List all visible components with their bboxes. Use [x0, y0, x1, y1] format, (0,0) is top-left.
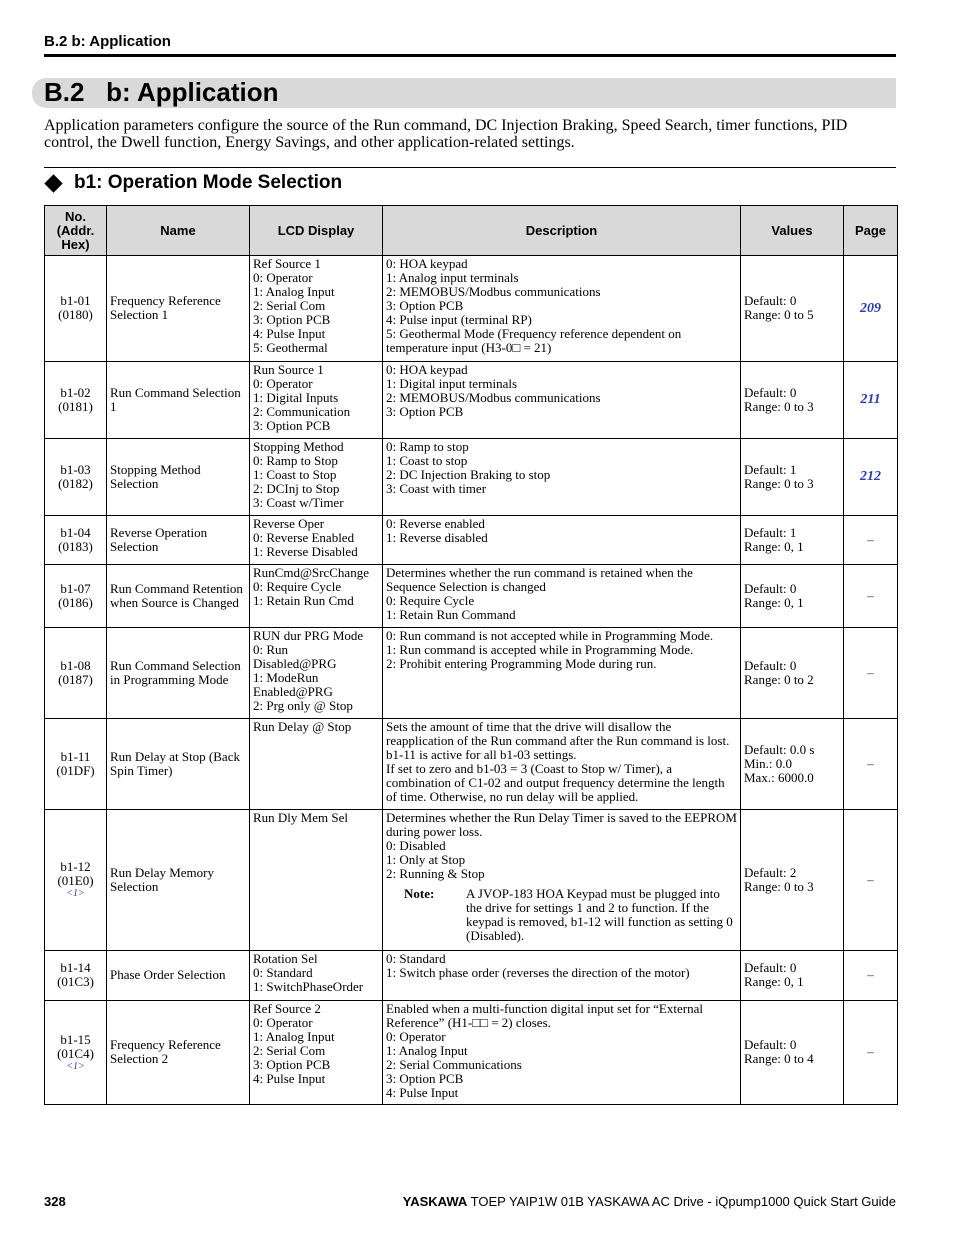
subsection-title: b1: Operation Mode Selection: [74, 172, 343, 193]
lcd-line: 3: Coast w/Timer: [253, 495, 344, 510]
page-cell: [844, 1001, 898, 1105]
value-line: Default: 0: [744, 384, 797, 400]
description-line: 0: HOA keypad: [386, 362, 468, 377]
param-name-cell: [107, 565, 250, 628]
lcd-line: 4: Pulse Input: [253, 1071, 326, 1086]
description-line: 2: Prohibit entering Programming Mode during run.: [386, 656, 657, 671]
value-line: Range: 0 to 3: [744, 475, 814, 491]
lcd-line: Run Source 1: [253, 362, 324, 377]
lcd-line: Stopping Method: [253, 439, 344, 454]
description-line: Enabled when a multi-function digital input set for “External Reference” (H1-□□ = 2) closes.: [386, 1001, 703, 1030]
header-values: Values: [741, 206, 844, 256]
param-name: Phase Order Selection: [110, 967, 226, 982]
description-cell: [383, 439, 741, 516]
page-dash: –: [867, 587, 874, 603]
param-name: Run Delay Memory Selection: [110, 864, 214, 894]
footer-document: [403, 1194, 896, 1209]
description-line: 3: Coast with timer: [386, 481, 487, 496]
values-cell: [741, 951, 844, 1001]
page-cell: [844, 565, 898, 628]
page-link[interactable]: 211: [860, 392, 881, 407]
param-name-cell: [107, 362, 250, 439]
page-cell: [844, 810, 898, 951]
footnote-ref: <1>: [66, 1060, 85, 1072]
page-cell: [844, 719, 898, 810]
value-line: Range: 0, 1: [744, 538, 804, 554]
page-dash: –: [867, 755, 874, 771]
header-no: [45, 206, 107, 256]
lcd-display-cell: [250, 628, 383, 719]
lcd-line: Rotation Sel: [253, 951, 318, 966]
intro-paragraph: Application parameters configure the source of the Run command, DC Injection Braking, Speed Search, timer functions, PID control, the Dwell function, Energy Savings, and other application-related settings.: [44, 117, 848, 151]
description-line: 1: Analog Input: [386, 1043, 468, 1058]
values-cell: [741, 628, 844, 719]
description-cell: [383, 951, 741, 1001]
table-row: [45, 362, 898, 439]
section-name: b: Application: [106, 77, 279, 107]
header-description: Description: [383, 206, 741, 256]
param-name: Stopping Method Selection: [110, 461, 201, 491]
param-number: b1-15: [60, 1031, 91, 1047]
header-page: Page: [844, 206, 898, 256]
page-dash: –: [867, 871, 874, 887]
value-line: Default: 0: [744, 657, 797, 673]
param-address: (01C3): [57, 974, 94, 989]
table-row: [45, 951, 898, 1001]
description-line: 2: MEMOBUS/Modbus communications: [386, 390, 601, 405]
param-name: Run Command Retention when Source is Changed: [110, 580, 243, 610]
lcd-line: 2: Serial Com: [253, 298, 326, 313]
page-cell: [844, 439, 898, 516]
param-address: (0182): [58, 475, 93, 491]
description-cell: [383, 565, 741, 628]
description-line: 0: Disabled: [386, 838, 446, 853]
param-number-cell: [45, 362, 107, 439]
lcd-line: 1: ModeRun: [253, 670, 319, 685]
param-number: b1-07: [60, 580, 91, 596]
lcd-line: 0: Reverse Enabled: [253, 530, 355, 545]
value-line: Default: 1: [744, 524, 797, 540]
page-dash: –: [867, 664, 874, 680]
description-cell: [383, 628, 741, 719]
note-label: Note:: [404, 886, 435, 901]
lcd-line: Ref Source 1: [253, 256, 321, 271]
values-cell: [741, 719, 844, 810]
value-line: Default: 0.0 s: [744, 741, 815, 757]
description-line: 1: Reverse disabled: [386, 530, 488, 545]
param-number-cell: [45, 719, 107, 810]
lcd-line: 0: Operator: [253, 376, 313, 391]
table-row: [45, 719, 898, 810]
description-line: 2: Serial Communications: [386, 1057, 522, 1072]
lcd-line: Run Delay @ Stop: [253, 719, 352, 734]
section-number: B.2: [44, 77, 85, 107]
param-number-cell: [45, 565, 107, 628]
footer-doc-title: TOEP YAIP1W 01B YASKAWA AC Drive - iQpump1000 Quick Start Guide: [470, 1194, 896, 1209]
description-line: 0: Require Cycle: [386, 593, 475, 608]
value-line: Range: 0 to 3: [744, 878, 814, 894]
description-cell: [383, 516, 741, 565]
table-row: [45, 439, 898, 516]
note-text: A JVOP-183 HOA Keypad must be plugged into the drive for settings 1 and 2 to function. If the keypad is removed, b1-12 will function as setting 0 (Disabled).: [466, 886, 733, 943]
lcd-display-cell: [250, 439, 383, 516]
table-row: [45, 628, 898, 719]
param-number: b1-12: [60, 859, 91, 874]
param-number-cell: [45, 810, 107, 951]
value-line: Max.: 6000.0: [744, 769, 814, 785]
page-dash: –: [867, 531, 874, 547]
lcd-display-cell: [250, 1001, 383, 1105]
param-number-cell: [45, 628, 107, 719]
lcd-line: 0: Ramp to Stop: [253, 453, 338, 468]
section-title: [44, 77, 279, 108]
values-cell: [741, 516, 844, 565]
lcd-line: 1: Reverse Disabled: [253, 544, 358, 559]
lcd-line: Run Dly Mem Sel: [253, 810, 348, 825]
footer-brand: YASKAWA: [402, 1194, 468, 1209]
value-line: Default: 0: [744, 580, 797, 596]
table-header-row: [45, 206, 898, 256]
running-head: B.2 b: Application: [44, 33, 171, 50]
description-line: 0: Operator: [386, 1029, 446, 1044]
param-name-cell: [107, 951, 250, 1001]
value-line: Range: 0 to 3: [744, 398, 814, 414]
param-address: (0181): [58, 398, 93, 414]
param-number: b1-08: [60, 657, 91, 673]
param-number: b1-14: [60, 960, 91, 975]
page-cell: [844, 516, 898, 565]
value-line: Range: 0 to 5: [744, 307, 814, 322]
lcd-line: 1: Analog Input: [253, 284, 335, 299]
value-line: Range: 0, 1: [744, 974, 804, 989]
lcd-line: 2: Serial Com: [253, 1043, 326, 1058]
values-cell: [741, 256, 844, 362]
lcd-line: Reverse Oper: [253, 516, 325, 531]
values-cell: [741, 565, 844, 628]
description-cell: [383, 719, 741, 810]
description-line: 1: Coast to stop: [386, 453, 468, 468]
lcd-display-cell: [250, 516, 383, 565]
lcd-line: 1: Analog Input: [253, 1029, 335, 1044]
description-line: 3: Option PCB: [386, 404, 464, 419]
page-cell: [844, 951, 898, 1001]
header-lcd: LCD Display: [250, 206, 383, 256]
param-address: (0186): [58, 594, 93, 610]
description-line: 1: Digital input terminals: [386, 376, 518, 391]
page-cell: [844, 628, 898, 719]
description-line: 4: Pulse Input: [386, 1085, 459, 1100]
lcd-display-cell: [250, 719, 383, 810]
param-address: (0180): [58, 307, 93, 322]
description-line: 0: Standard: [386, 951, 446, 966]
description-line: Sets the amount of time that the drive will disallow the reapplication of the Run command after the Run command is lost. b1-11 is active for all b1-03 settings.: [386, 719, 730, 762]
values-cell: [741, 810, 844, 951]
lcd-line: Enabled@PRG: [253, 684, 333, 699]
page-cell: [844, 256, 898, 362]
lcd-line: 1: Coast to Stop: [253, 467, 337, 482]
lcd-display-cell: [250, 362, 383, 439]
description-line: 2: DC Injection Braking to stop: [386, 467, 551, 482]
page-dash: –: [867, 967, 874, 982]
value-line: Range: 0, 1: [744, 594, 804, 610]
page-number: 328: [44, 1194, 66, 1209]
param-number-cell: [45, 516, 107, 565]
subsection-heading: [44, 172, 342, 194]
param-name: Frequency Reference Selection 2: [110, 1037, 221, 1066]
header-name: Name: [107, 206, 250, 256]
param-name: Reverse Operation Selection: [110, 524, 208, 554]
lcd-display-cell: [250, 951, 383, 1001]
lcd-line: 1: Digital Inputs: [253, 390, 339, 405]
lcd-line: RUN dur PRG Mode: [253, 628, 364, 643]
lcd-line: RunCmd@SrcChange: [253, 565, 369, 580]
param-name: Run Command Selection in Programming Mode: [110, 657, 241, 687]
lcd-line: 2: DCInj to Stop: [253, 481, 340, 496]
values-cell: [741, 1001, 844, 1105]
description-line: 1: Analog input terminals: [386, 270, 519, 285]
page-cell: [844, 362, 898, 439]
description-cell: [383, 1001, 741, 1105]
value-line: Default: 1: [744, 461, 797, 477]
description-line: 5: Geothermal Mode (Frequency reference dependent on temperature input (H3-0□ = 21): [386, 326, 682, 355]
description-line: If set to zero and b1-03 = 3 (Coast to Stop w/ Timer), a combination of C1-02 and output frequency determine the length of time. Otherwise, no run delay will be applied.: [386, 761, 725, 804]
description-line: 0: Ramp to stop: [386, 439, 469, 454]
lcd-display-cell: [250, 565, 383, 628]
param-name-cell: [107, 439, 250, 516]
param-name: Frequency Reference Selection 1: [110, 293, 221, 322]
value-line: Min.: 0.0: [744, 755, 793, 771]
lcd-line: 0: Operator: [253, 1015, 313, 1030]
param-number-cell: [45, 439, 107, 516]
table-row: [45, 1001, 898, 1105]
param-name: Run Command Selection 1: [110, 384, 241, 414]
description-cell: [383, 810, 741, 951]
lcd-display-cell: [250, 256, 383, 362]
lcd-line: 1: Retain Run Cmd: [253, 593, 354, 608]
description-line: Determines whether the run command is retained when the Sequence Selection is changed: [386, 565, 693, 594]
table-row: [45, 565, 898, 628]
lcd-line: 4: Pulse Input: [253, 326, 326, 341]
page-dash: –: [867, 1044, 874, 1059]
value-line: Default: 0: [744, 960, 797, 975]
param-address: (01E0): [57, 873, 94, 888]
description-line: 2: MEMOBUS/Modbus communications: [386, 284, 601, 299]
description-line: 1: Run command is accepted while in Programming Mode.: [386, 642, 694, 657]
value-line: Range: 0 to 4: [744, 1051, 814, 1066]
description-line: 1: Retain Run Command: [386, 607, 516, 622]
param-number: b1-04: [60, 524, 91, 540]
param-name-cell: [107, 516, 250, 565]
value-line: Default: 2: [744, 864, 797, 880]
param-address: (0187): [58, 671, 93, 687]
description-cell: [383, 362, 741, 439]
values-cell: [741, 439, 844, 516]
lcd-display-cell: [250, 810, 383, 951]
param-name-cell: [107, 719, 250, 810]
description-line: 3: Option PCB: [386, 1071, 464, 1086]
description-line: 1: Switch phase order (reverses the direction of the motor): [386, 965, 690, 980]
param-name: Run Delay at Stop (Back Spin Timer): [110, 748, 240, 778]
description-line: 1: Only at Stop: [386, 852, 466, 867]
param-address: (0183): [58, 538, 93, 554]
param-number: b1-03: [60, 461, 91, 477]
parameter-table: [44, 205, 898, 1105]
lcd-line: Disabled@PRG: [253, 656, 337, 671]
description-line: 0: HOA keypad: [386, 256, 468, 271]
header-no-label: No. (Addr. Hex): [56, 208, 95, 252]
value-line: Range: 0 to 2: [744, 671, 814, 687]
param-name-cell: [107, 628, 250, 719]
description-line: 3: Option PCB: [386, 298, 464, 313]
page-link[interactable]: 209: [860, 300, 881, 316]
value-line: Default: 0: [744, 1037, 797, 1052]
description-line: 2: Running & Stop: [386, 866, 485, 881]
description-line: 4: Pulse input (terminal RP): [386, 312, 532, 327]
param-address: (01DF): [56, 762, 95, 778]
param-number: b1-02: [60, 384, 91, 400]
param-number-cell: [45, 256, 107, 362]
param-name-cell: [107, 1001, 250, 1105]
lcd-line: 0: Require Cycle: [253, 579, 342, 594]
lcd-line: 0: Standard: [253, 965, 313, 980]
param-name-cell: [107, 810, 250, 951]
lcd-line: 3: Option PCB: [253, 312, 331, 327]
lcd-line: 2: Communication: [253, 404, 351, 419]
table-row: [45, 810, 898, 951]
footnote-ref: <1>: [66, 888, 85, 899]
lcd-line: Ref Source 2: [253, 1001, 321, 1016]
diamond-bullet-icon: [44, 174, 62, 192]
page-link[interactable]: 212: [860, 469, 881, 484]
lcd-line: 1: SwitchPhaseOrder: [253, 979, 364, 994]
header-rule: [44, 54, 896, 57]
param-number-cell: [45, 1001, 107, 1105]
lcd-line: 0: Operator: [253, 270, 313, 285]
value-line: Default: 0: [744, 293, 797, 308]
lcd-line: 0: Run: [253, 642, 289, 657]
param-name-cell: [107, 256, 250, 362]
description-line: 0: Run command is not accepted while in Programming Mode.: [386, 628, 714, 643]
lcd-line: 3: Option PCB: [253, 418, 331, 433]
param-number: b1-01: [60, 293, 91, 308]
lcd-line: 5: Geothermal: [253, 340, 328, 355]
param-number-cell: [45, 951, 107, 1001]
description-line: Determines whether the Run Delay Timer is saved to the EEPROM during power loss.: [386, 810, 737, 839]
description-cell: [383, 256, 741, 362]
values-cell: [741, 362, 844, 439]
table-row: [45, 256, 898, 362]
param-number: b1-11: [60, 748, 91, 764]
section-rule: [44, 167, 896, 168]
param-address: (01C4): [57, 1045, 94, 1061]
table-row: [45, 516, 898, 565]
lcd-line: 3: Option PCB: [253, 1057, 331, 1072]
note-block: [386, 887, 737, 943]
description-line: 0: Reverse enabled: [386, 516, 485, 531]
lcd-line: 2: Prg only @ Stop: [253, 698, 353, 713]
